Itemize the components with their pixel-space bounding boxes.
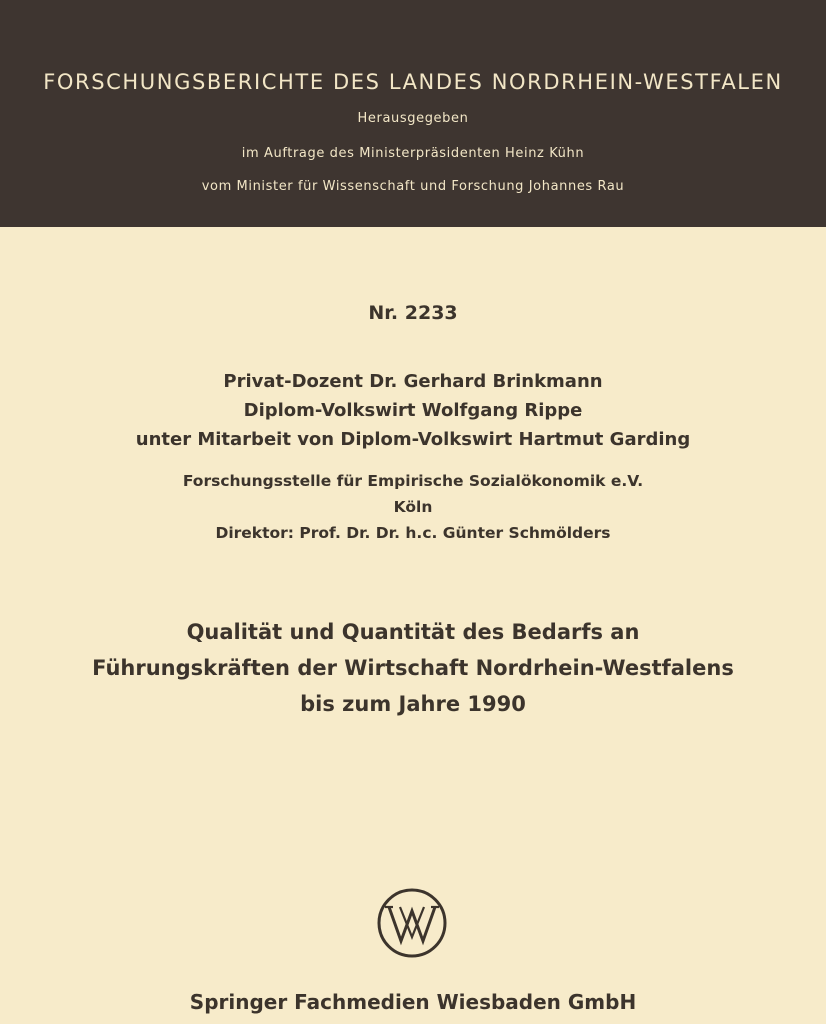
series-number: Nr. 2233 — [368, 302, 458, 324]
series-title: FORSCHUNGSBERICHTE DES LANDES NORDRHEIN-WESTFALEN — [43, 70, 783, 94]
editor-line-3: vom Minister für Wissenschaft und Forschung Johannes Rau — [201, 179, 625, 194]
editor-line-1: Herausgegeben — [357, 111, 469, 126]
publisher: Springer Fachmedien Wiesbaden GmbH — [189, 990, 637, 1014]
springer-vw-logo-icon — [376, 887, 448, 959]
book-title-line-1: Qualität und Quantität des Bedarfs an — [186, 620, 640, 644]
editor-line-2: im Auftrage des Ministerpräsidenten Heinz Kühn — [241, 146, 585, 161]
institution-name: Forschungsstelle für Empirische Sozialökonomik e.V. — [182, 472, 644, 490]
author-line-3: unter Mitarbeit von Diplom-Volkswirt Hartmut Garding — [135, 429, 691, 450]
book-title-line-3: bis zum Jahre 1990 — [300, 692, 526, 716]
book-title-line-2: Führungskräften der Wirtschaft Nordrhein-Westfalens — [92, 656, 734, 680]
institution-city: Köln — [393, 498, 433, 516]
institution-director: Direktor: Prof. Dr. Dr. h.c. Günter Schmölders — [215, 524, 611, 542]
author-line-1: Privat-Dozent Dr. Gerhard Brinkmann — [223, 371, 603, 392]
series-banner — [0, 0, 826, 227]
author-line-2: Diplom-Volkswirt Wolfgang Rippe — [243, 400, 583, 421]
